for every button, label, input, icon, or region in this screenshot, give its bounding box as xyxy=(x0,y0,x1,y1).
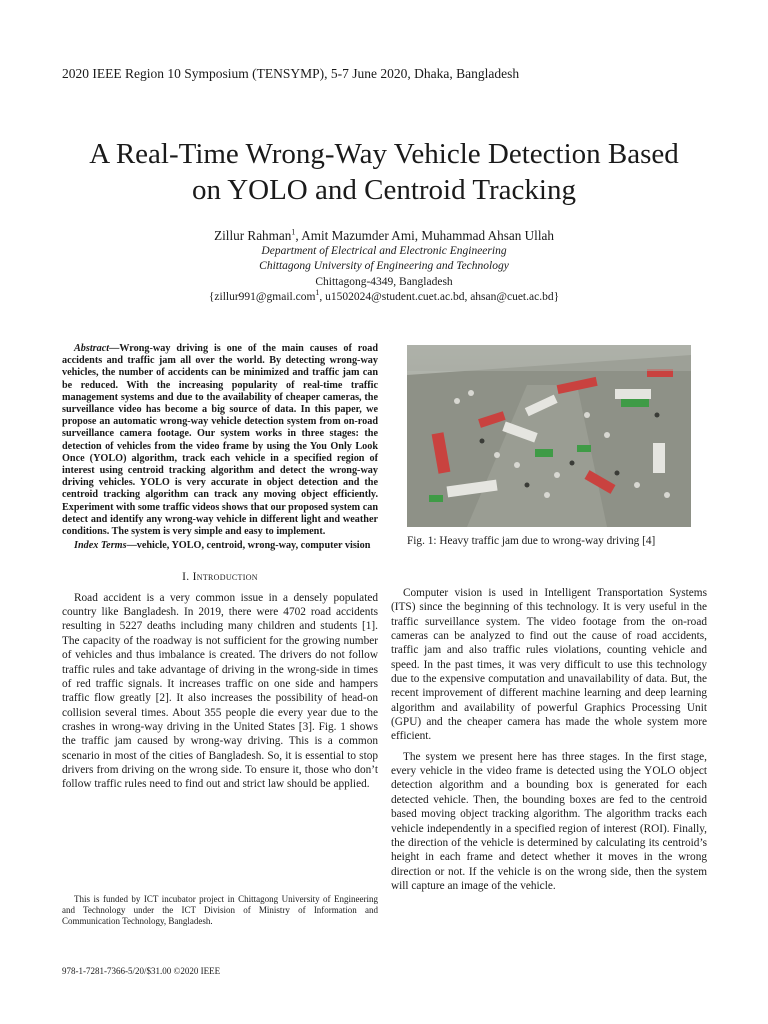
university: Chittagong University of Engineering and Technology xyxy=(259,260,509,272)
emails: {zillur991@gmail.com$^1$, u1502024@student.cuet.ac.bd, ahsan@cuet.ac.bd} xyxy=(208,288,560,303)
copyright: 978-1-7281-7366-5/20/$31.00 ©2020 IEEE xyxy=(62,966,221,976)
intro-paragraph-2: Computer vision is used in Intelligent Transportation Systems (ITS) since the beginning of this technology. It is very useful in the traffic surveillance system. The video footage from the on-road cameras can be analyzed to find out the cause of road accidents, traffic jam and also traffic rules violations, counting vehicle and speed. In the past times, it was very difficult to use this technology due to the expensive computation and unavailability of data. But, the recent improvement of different machine learning and deep learning algorithm and availability of powerful Graphics Processing Unit (GPU) and the cheaper camera has made the whole system more efficient. xyxy=(391,587,707,743)
left-column xyxy=(62,343,378,792)
paper-title xyxy=(0,136,768,208)
section-heading: I. Introduction xyxy=(182,571,258,584)
title-line-1: A Real-Time Wrong-Way Vehicle Detection Based xyxy=(89,138,679,170)
author-block xyxy=(0,228,768,306)
city: Chittagong-4349, Bangladesh xyxy=(315,275,453,288)
department: Department of Electrical and Electronic Engineering xyxy=(261,244,507,257)
author-names: Zillur Rahman$^1$, Amit Mazumder Ami, Muhammad Ahsan Ullah xyxy=(214,227,554,243)
intro-paragraph-1: Road accident is a very common issue in a densely populated country like Bangladesh. In 2019, there were 4702 road accidents resulting in 5227 deaths including many children and students [1]. The capacity of the roadway is not sufficient for the growing number of vehicles and thus imbalance is created. The drivers do not follow traffic rules and take advantage of driving in the wrong-side in times of red traffic signals. It increases traffic on one side and hampers traffic flow greatly [2]. It also increases the possibility of head-on collision several times. About 355 people die every year due to the crashes in wrong-way driving in the United States [3]. Fig. 1 shows the traffic jam caused by wrong-way driving. This is a common scenario in most of the cities of Bangladesh. So, it is essential to stop drivers from driving on the wrong side. To ensure it, those who don’t follow traffic rules need to find out and strict law should be applied. xyxy=(62,591,378,791)
conference-header: 2020 IEEE Region 10 Symposium (TENSYMP), 5-7 June 2020, Dhaka, Bangladesh xyxy=(62,66,520,81)
traffic-jam-photo xyxy=(407,345,691,527)
index-terms: Index Terms—vehicle, YOLO, centroid, wrong-way, computer vision xyxy=(74,540,371,552)
intro-paragraph-3: The system we present here has three stages. In the first stage, every vehicle in the video frame is detected using the YOLO object detection algorithm and a bounding box is generated for each detected vehicle. Then, the bounding boxes are fed to the centroid based moving object tracking algorithm. The algorithm tracks each vehicle independently in a specified region of interest (ROI). Finally, the direction of the vehicle is determined by calculating its centroid’s height in each frame and detect whether it moves in the wrong direction or not. If the vehicle is on the wrong side, then the system will capture an image of the vehicle. xyxy=(391,750,707,892)
title-line-2: on YOLO and Centroid Tracking xyxy=(192,174,576,206)
figure-caption: Fig. 1: Heavy traffic jam due to wrong-way driving [4] xyxy=(407,535,656,547)
abstract: Abstract—Wrong-way driving is one of the main causes of road accidents and traffic jam all over the world. By detecting wrong-way vehicles, the number of accidents can be minimized and traffic jam can be reduced. With the increasing popularity of real-time traffic management systems and due to the availability of cheaper cameras, the surveillance video has become a big source of data. In this paper, we propose an automatic wrong-way vehicle detection system from on-road surveillance camera footage. Our system works in three stages: the detection of vehicles from the video frame by using the You Only Look Once (YOLO) algorithm, track each vehicle in a specified region of interest using centroid tracking algorithm and detect the wrong-way driving vehicles. YOLO is very accurate in object detection and the centroid tracking algorithm can track any moving object efficiently. Experiment with some traffic videos shows that our proposed system can detect and identify any wrong-way vehicle in different light and weather conditions. The system is very simple and easy to implement. xyxy=(62,343,378,538)
footnote: This is funded by ICT incubator project in Chittagong University of Engineering and Technology under the ICT Division of Ministry of Information and Communication Technology, Bangladesh. xyxy=(62,894,378,926)
right-column xyxy=(391,586,707,893)
